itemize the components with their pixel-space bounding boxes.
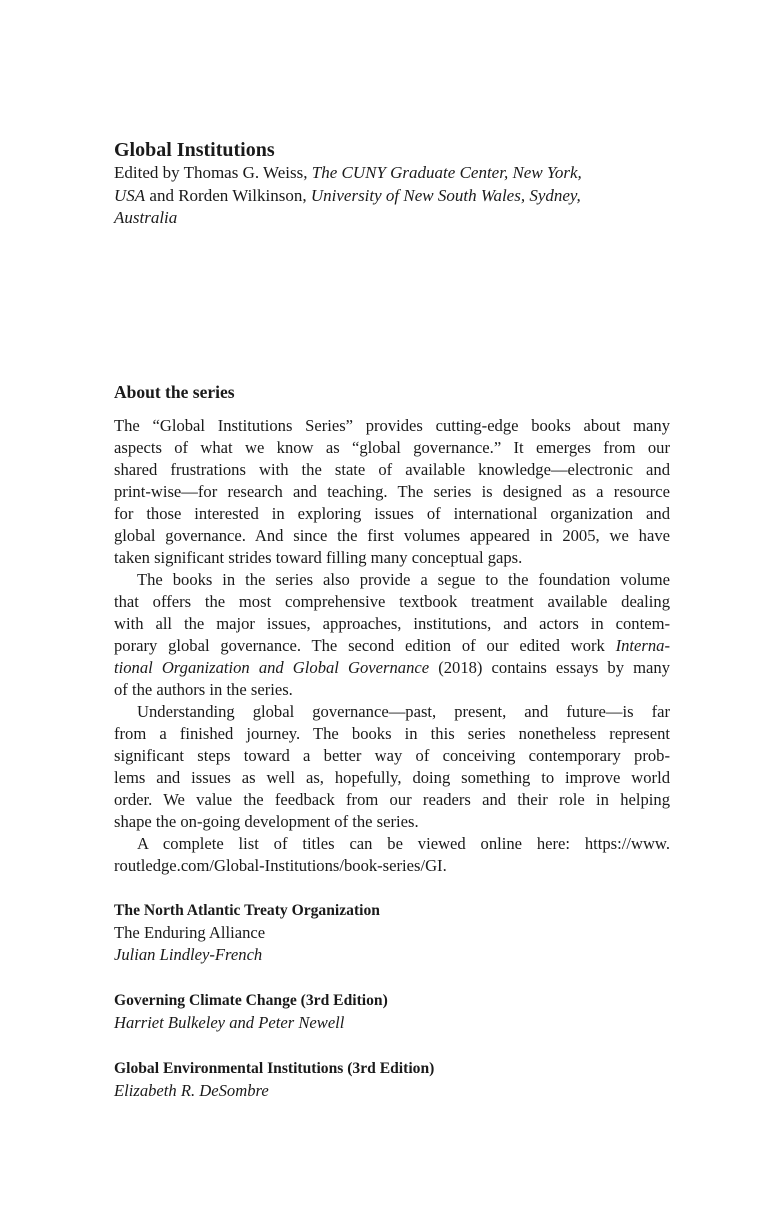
book-entry xyxy=(114,1058,434,1102)
about-heading: About the series xyxy=(114,382,235,402)
and-text: and Rorden Wilkinson, xyxy=(145,185,311,205)
about-line: Understanding global governance—past, present, and future—is far xyxy=(137,702,670,721)
about-line: shared frustrations with the state of available knowledge—electronic and xyxy=(114,460,670,479)
series-editors xyxy=(114,162,670,230)
book-reference-italic: Interna- xyxy=(615,636,670,655)
about-line: for those interested in exploring issues of international organization and xyxy=(114,504,670,523)
about-text: (2018) contains essays by many xyxy=(429,658,670,677)
editor2-affiliation-cont: Australia xyxy=(114,208,178,227)
about-line: significant steps toward a better way of conceiving contemporary prob- xyxy=(114,746,670,765)
about-line: shape the on-going development of the series. xyxy=(114,812,419,831)
book-title: Global Environmental Institutions (3rd Edition) xyxy=(114,1060,435,1077)
series-title: Global Institutions xyxy=(114,139,275,161)
about-line: of the authors in the series. xyxy=(114,680,293,699)
about-line: The books in the series also provide a segue to the foundation volume xyxy=(137,570,670,589)
about-line: aspects of what we know as “global governance.” It emerges from our xyxy=(114,438,670,457)
edited-by-text: Edited by Thomas G. Weiss, xyxy=(114,163,312,182)
about-line: routledge.com/Global-Institutions/book-series/GI. xyxy=(114,856,447,875)
about-line: global governance. And since the first volumes appeared in 2005, we have xyxy=(114,526,670,545)
book-title: Governing Climate Change (3rd Edition) xyxy=(114,992,388,1009)
editor1-affiliation-cont: USA xyxy=(114,185,146,205)
book-authors: Elizabeth R. DeSombre xyxy=(114,1081,269,1100)
about-text: porary global governance. The second edition of our edited work xyxy=(114,636,616,655)
editors-line-1 xyxy=(114,162,670,185)
book-reference-italic: tional Organization and Global Governance xyxy=(114,658,430,677)
book-subtitle: The Enduring Alliance xyxy=(114,923,266,942)
about-body xyxy=(114,415,670,877)
about-line: from a finished journey. The books in this series nonetheless represent xyxy=(114,724,670,743)
editor1-affiliation: The CUNY Graduate Center, New York, xyxy=(311,163,582,182)
book-title: The North Atlantic Treaty Organization xyxy=(114,902,380,919)
about-line xyxy=(114,657,670,679)
about-line: that offers the most comprehensive textbook treatment available dealing xyxy=(114,592,670,611)
about-line xyxy=(114,635,670,657)
book-authors: Harriet Bulkeley and Peter Newell xyxy=(114,1013,345,1032)
about-line: print-wise—for research and teaching. The series is designed as a resource xyxy=(114,482,670,501)
about-line: The “Global Institutions Series” provides cutting-edge books about many xyxy=(114,416,670,435)
editors-line-2 xyxy=(114,185,670,208)
book-entry xyxy=(114,990,388,1034)
about-line: taken significant strides toward filling many conceptual gaps. xyxy=(114,548,523,567)
book-entry xyxy=(114,900,380,966)
about-line: order. We value the feedback from our readers and their role in helping xyxy=(114,790,670,809)
about-line: with all the major issues, approaches, institutions, and actors in contem- xyxy=(114,614,670,633)
about-line: lems and issues as well as, hopefully, doing something to improve world xyxy=(114,768,670,787)
book-authors: Julian Lindley-French xyxy=(114,945,263,964)
about-line: A complete list of titles can be viewed online here: https://www. xyxy=(137,834,670,853)
editors-line-3 xyxy=(114,207,670,230)
editor2-affiliation: University of New South Wales, Sydney, xyxy=(310,185,581,205)
